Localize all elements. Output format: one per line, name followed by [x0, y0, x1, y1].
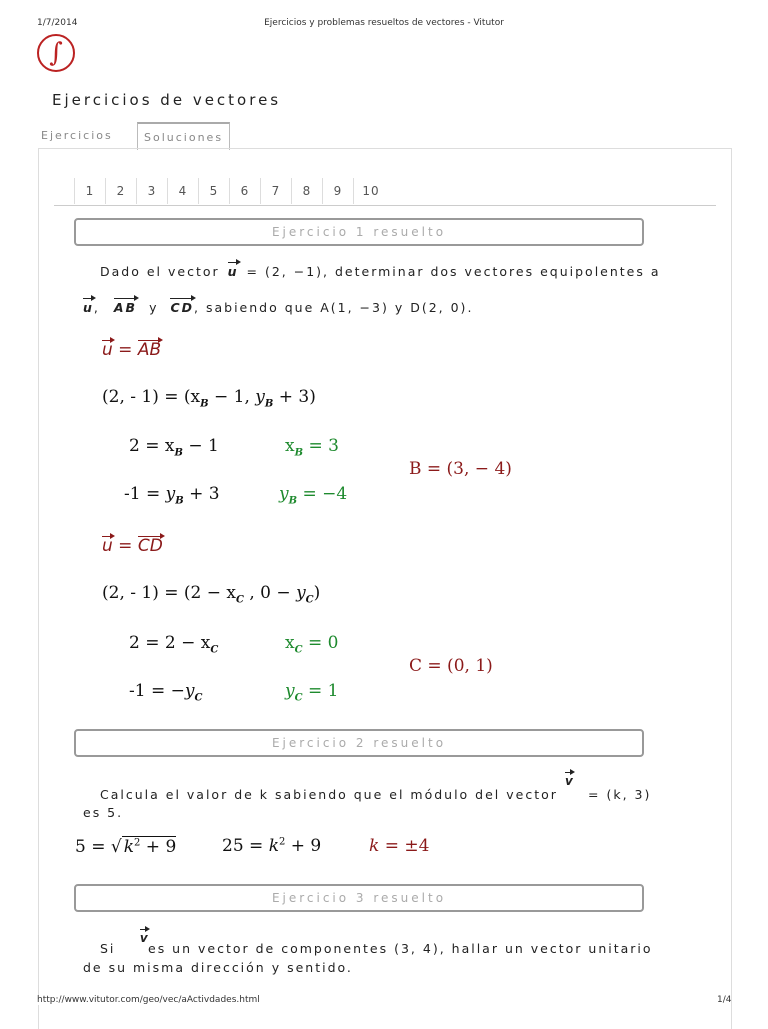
exercise-1-statement-line2: u, AB y CD, sabiendo que A(1, −3) y D(2, 0). — [83, 300, 474, 315]
line-1: (2, - $1) = (x_B - 1$, $y_B + 3$) — [102, 387, 316, 410]
page-link[interactable]: 6 — [229, 178, 260, 204]
page-link[interactable]: 10 — [353, 178, 388, 204]
formula-1: 5 = √ $k^2 + 9$ — [75, 837, 177, 857]
print-title: Ejercicios y problemas resueltos de vectores - Vitutor — [264, 18, 504, 28]
exercise-3-statement-b: es un vector de componentes (3, 4), hallar un vector unitario — [148, 941, 653, 956]
tab-soluciones[interactable]: Soluciones — [137, 122, 230, 150]
page-title: Ejercicios de vectores — [52, 91, 282, 109]
result-b: B = (3, − 4) — [409, 459, 512, 479]
tab-ejercicios[interactable]: Ejercicios — [41, 129, 113, 142]
exercise-2-statement-end: es 5. — [83, 805, 124, 820]
page-link[interactable]: 8 — [291, 178, 322, 204]
formula-2: $25 = k^2 + 9$ — [222, 836, 322, 856]
vector-v-3: v — [139, 931, 148, 945]
exercise-1-statement: Dado el vector u = (2, −1), determinar dos vectores equipolentes a — [100, 264, 661, 279]
page-link[interactable]: 7 — [260, 178, 291, 204]
page-link[interactable]: 5 — [198, 178, 229, 204]
eq-u-cd: u = CD — [102, 536, 163, 556]
page-link[interactable]: 3 — [136, 178, 167, 204]
vector-v: v — [565, 774, 573, 788]
print-date: 1/7/2014 — [37, 18, 78, 28]
vector-u: u — [227, 264, 239, 279]
footer-page: 1/4 — [717, 995, 732, 1005]
page-link[interactable]: 2 — [105, 178, 136, 204]
pager-divider — [54, 205, 716, 206]
line-5-result: $x_C = 0$ — [285, 633, 339, 656]
line-6-result: $y_C = 1$ — [285, 681, 339, 704]
result-c: C = (0, 1) — [409, 656, 493, 676]
footer-url[interactable]: http://www.vitutor.com/geo/vec/aActivdades.html — [37, 995, 260, 1005]
exercise-2-heading[interactable]: Ejercicio 2 resuelto — [74, 729, 644, 757]
eq-u-ab: u = AB — [102, 340, 162, 360]
logo[interactable] — [37, 34, 75, 72]
page-link[interactable]: 1 — [74, 178, 105, 204]
exercise-2-statement: Calcula el valor de k sabiendo que el módulo del vector — [100, 787, 558, 802]
exercise-1-heading[interactable]: Ejercicio 1 resuelto — [74, 218, 644, 246]
page-link[interactable]: 9 — [322, 178, 353, 204]
exercise-2-statement-value: = (k, 3) — [588, 787, 652, 802]
exercise-3-statement: Si — [100, 941, 116, 956]
line-3-result: $y_B = -4$ — [279, 484, 348, 507]
formula-3: k = ±4 — [369, 836, 430, 856]
line-3: $-1 = y_B + 3$ — [124, 484, 220, 507]
exercise-3-statement-c: de su misma dirección y sentido. — [83, 960, 353, 975]
pager — [74, 178, 388, 204]
page-link[interactable]: 4 — [167, 178, 198, 204]
line-2: $2 = x_B - 1$ — [129, 436, 219, 459]
exercise-3-heading[interactable]: Ejercicio 3 resuelto — [74, 884, 644, 912]
line-2-result: $x_B = 3$ — [285, 436, 339, 459]
integral-icon: ∫ — [49, 38, 63, 68]
line-4: (2, - $1) = (2 - x_C$ , $0 - y_C$) — [102, 583, 321, 606]
line-6: $-1 = -y_C$ — [129, 681, 203, 704]
line-5: $2 = 2 - x_C$ — [129, 633, 219, 656]
